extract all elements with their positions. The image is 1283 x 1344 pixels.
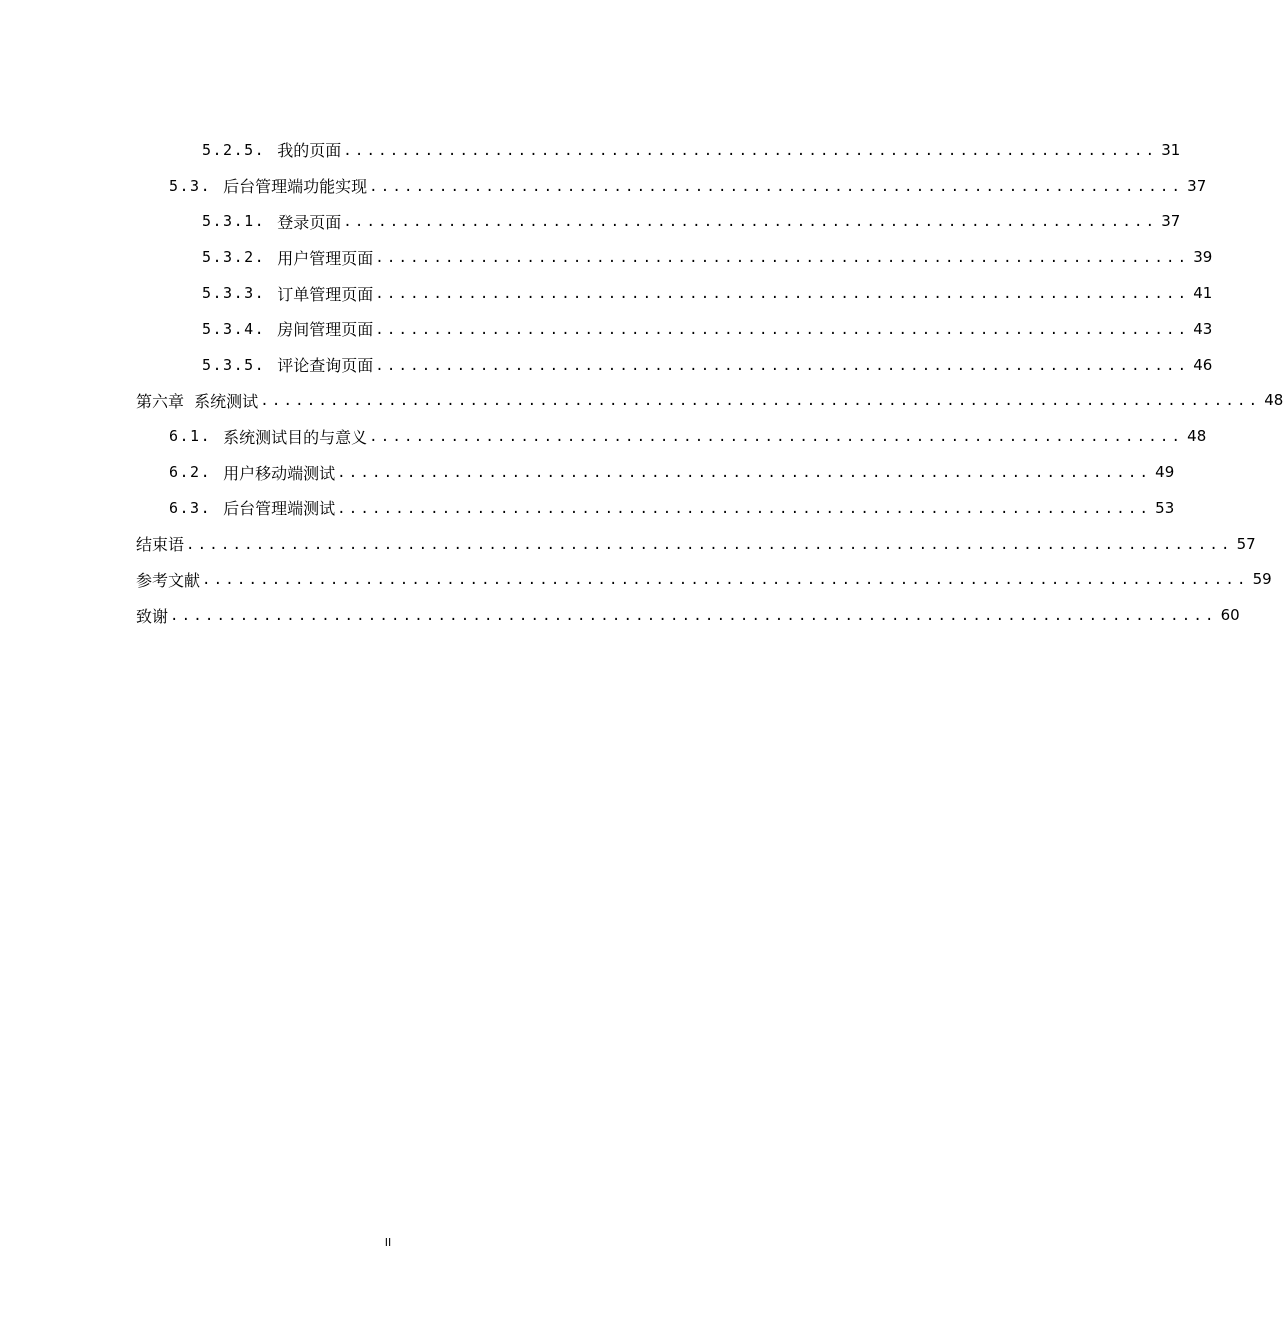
toc-entry-number: 5.3.1. (202, 212, 266, 231)
toc-entry-page: 48 (1187, 427, 1207, 446)
toc-entry-title: 后台管理端测试 (223, 499, 336, 519)
toc-entry-title: 致谢 (136, 606, 169, 626)
toc-entry-page: 41 (1193, 284, 1213, 303)
toc-entry-page: 37 (1187, 176, 1207, 195)
toc-entry-number: 5.3.5. (202, 355, 266, 374)
toc-entry-page: 53 (1155, 498, 1175, 517)
table-of-contents (136, 132, 1283, 633)
toc-leader-dots: .......................................................................................... (170, 608, 1217, 625)
toc-leader-dots: ...................................................................... (375, 357, 1190, 374)
toc-entry-title: 系统测试目的与意义 (223, 427, 368, 447)
toc-entry-title: 房间管理页面 (277, 320, 374, 340)
toc-entry[interactable] (136, 311, 1213, 347)
toc-leader-dots: ...................................................................... (337, 465, 1152, 482)
toc-entry-title: 我的页面 (277, 141, 342, 161)
toc-entry-chapter[interactable] (136, 383, 1283, 419)
toc-entry[interactable] (136, 204, 1181, 240)
toc-entry[interactable] (136, 239, 1213, 275)
toc-leader-dots: ...................................................................... (343, 214, 1158, 231)
toc-entry-title: 订单管理页面 (277, 284, 374, 304)
toc-entry[interactable] (136, 347, 1213, 383)
toc-entry[interactable] (136, 418, 1207, 454)
toc-entry-page: 57 (1236, 534, 1256, 553)
toc-entry[interactable] (136, 168, 1207, 204)
toc-entry-page: 39 (1193, 248, 1213, 267)
toc-entry-page: 37 (1161, 212, 1181, 231)
toc-leader-dots: ...................................................................................... (260, 393, 1261, 410)
toc-entry-number: 6.1. (169, 427, 212, 446)
toc-entry-chapter[interactable] (136, 562, 1272, 598)
toc-entry-title: 后台管理端功能实现 (223, 177, 368, 197)
toc-entry-number: 5.3.4. (202, 319, 266, 338)
toc-entry-number: 5.3.3. (202, 284, 266, 303)
toc-entry-number: 6.3. (169, 498, 212, 517)
toc-leader-dots: ...................................................................... (369, 429, 1184, 446)
toc-entry-title: 登录页面 (277, 212, 342, 232)
toc-entry-number: 5.3. (169, 176, 212, 195)
toc-leader-dots: .......................................................................................... (202, 572, 1249, 589)
toc-entry-page: 49 (1155, 463, 1175, 482)
toc-leader-dots: ...................................................................... (343, 142, 1158, 159)
toc-entry[interactable] (136, 454, 1175, 490)
toc-leader-dots: ...................................................................... (369, 178, 1184, 195)
toc-leader-dots: ...................................................................... (337, 500, 1152, 517)
toc-entry-title: 参考文献 (136, 570, 201, 590)
toc-entry-title: 第六章 系统测试 (136, 391, 259, 411)
toc-entry-page: 60 (1220, 606, 1240, 625)
toc-leader-dots: ...................................................................... (375, 250, 1190, 267)
toc-entry-title: 评论查询页面 (277, 356, 374, 376)
toc-entry-chapter[interactable] (136, 526, 1256, 562)
toc-entry-page: 46 (1193, 355, 1213, 374)
toc-entry-title: 结束语 (136, 535, 185, 555)
toc-entry-page: 48 (1264, 391, 1283, 410)
toc-entry-page: 59 (1252, 570, 1272, 589)
toc-entry-page: 43 (1193, 319, 1213, 338)
toc-leader-dots: .......................................................................................... (186, 536, 1233, 553)
toc-entry-number: 5.2.5. (202, 140, 266, 159)
toc-entry-title: 用户管理页面 (277, 248, 374, 268)
toc-entry-number: 5.3.2. (202, 248, 266, 267)
toc-leader-dots: ...................................................................... (375, 286, 1190, 303)
page-number-footer: II (384, 1236, 392, 1249)
toc-entry-page: 31 (1161, 140, 1181, 159)
toc-entry-number: 6.2. (169, 463, 212, 482)
toc-entry[interactable] (136, 275, 1213, 311)
toc-leader-dots: ...................................................................... (375, 321, 1190, 338)
toc-entry-chapter[interactable] (136, 597, 1240, 633)
toc-entry[interactable] (136, 490, 1175, 526)
toc-entry[interactable] (136, 132, 1181, 168)
toc-entry-title: 用户移动端测试 (223, 463, 336, 483)
